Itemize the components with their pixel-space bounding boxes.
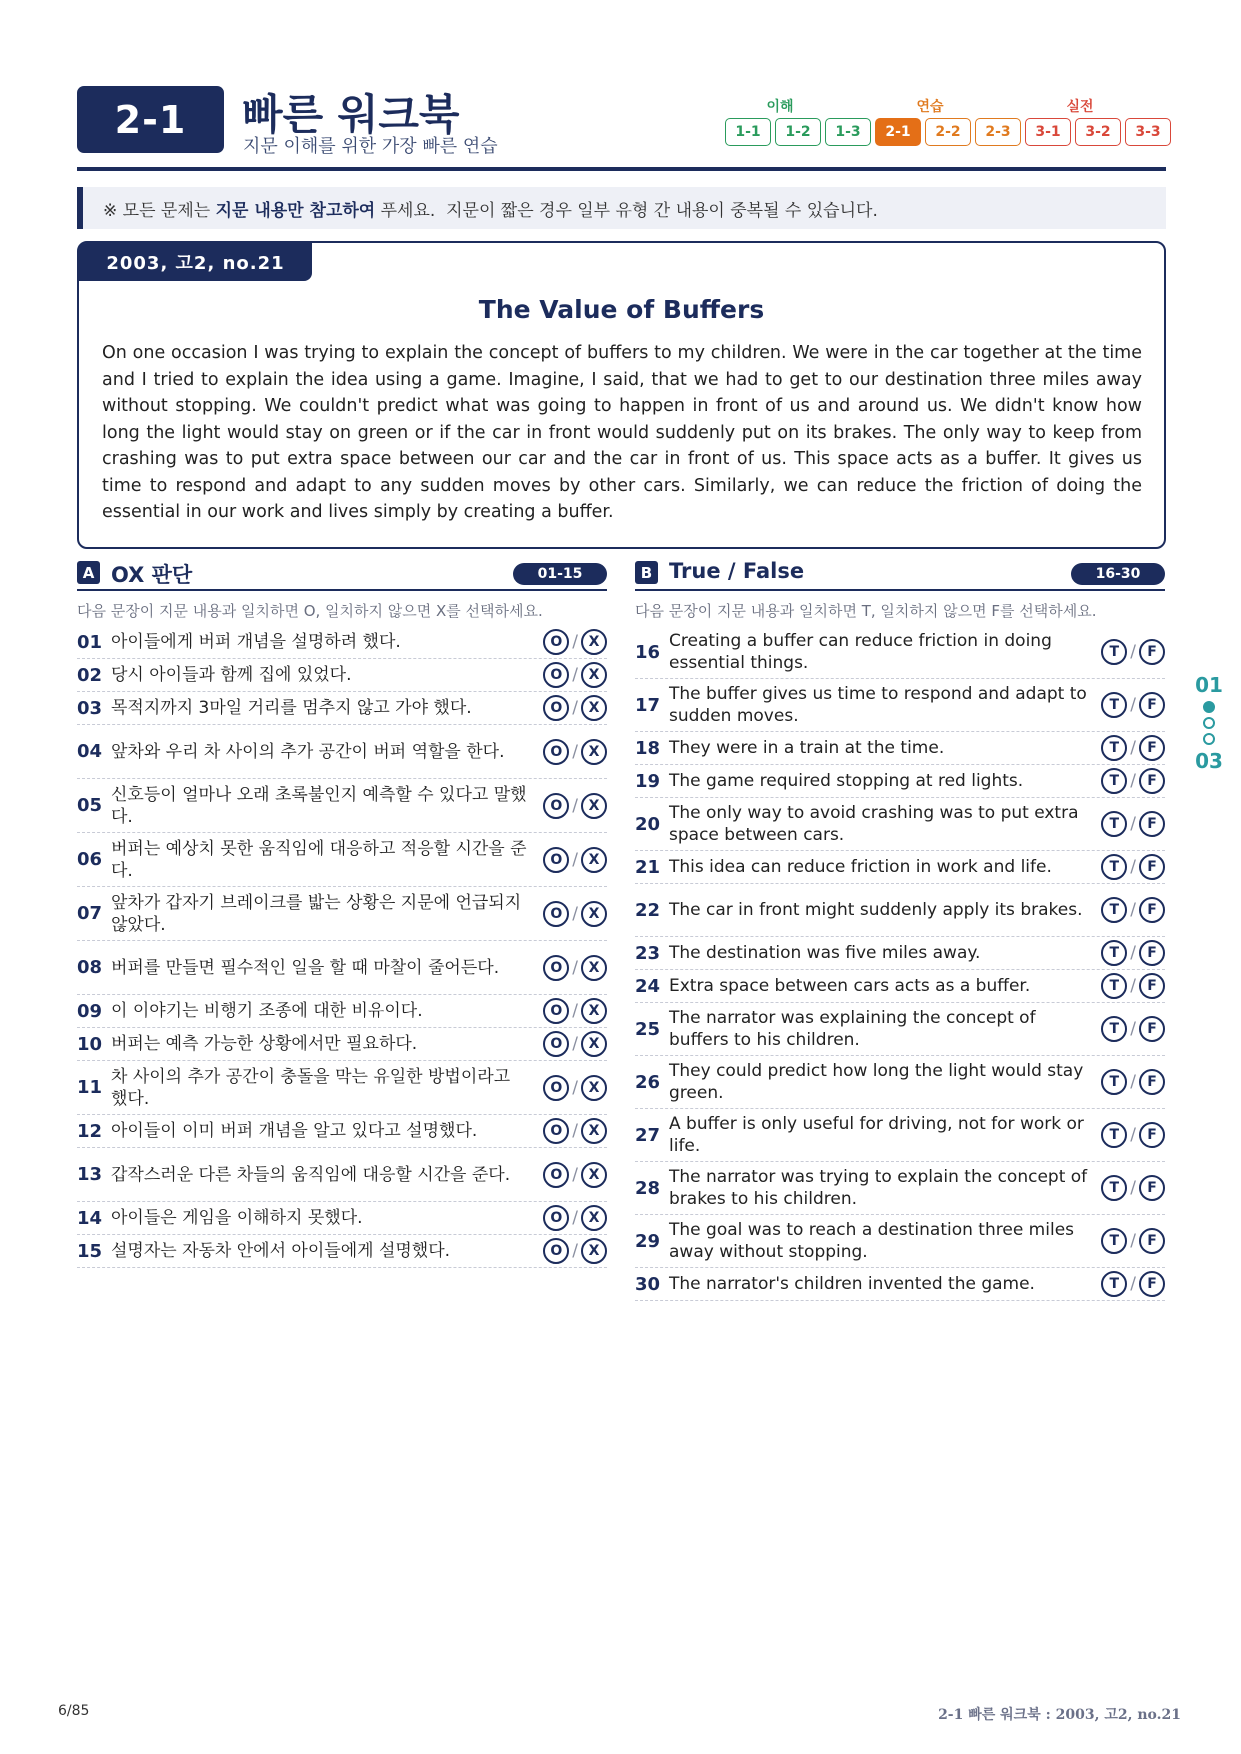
option-t-button[interactable]: T xyxy=(1101,692,1127,718)
level-tab-2-1[interactable]: 2-1 xyxy=(875,118,921,146)
option-separator: / xyxy=(572,1164,578,1185)
option-separator: / xyxy=(572,903,578,924)
passage-source-tag: 2003, 고2, no.21 xyxy=(79,243,312,281)
option-t-button[interactable]: T xyxy=(1101,1271,1127,1297)
option-f-button[interactable]: F xyxy=(1139,639,1165,665)
option-o-button[interactable]: O xyxy=(543,1031,569,1057)
option-separator: / xyxy=(572,1208,578,1228)
option-separator: / xyxy=(1130,1231,1136,1251)
question-row xyxy=(77,692,607,725)
answer-options xyxy=(539,901,607,927)
question-text: 아이들이 이미 버퍼 개념을 알고 있다고 설명했다. xyxy=(111,1121,478,1141)
answer-options xyxy=(1097,1016,1165,1042)
option-o-button[interactable]: O xyxy=(543,1075,569,1101)
level-navigator xyxy=(725,96,1167,148)
option-o-button[interactable]: O xyxy=(543,1118,569,1144)
level-tabs xyxy=(725,118,1171,146)
answer-options xyxy=(539,998,607,1024)
question-row xyxy=(77,1202,607,1235)
section-title: True / False xyxy=(669,559,805,583)
option-separator: / xyxy=(1130,976,1136,996)
question-number: 02 xyxy=(77,664,103,686)
question-row xyxy=(635,937,1165,970)
option-separator: / xyxy=(1130,1019,1136,1039)
option-separator: / xyxy=(572,665,578,685)
option-t-button[interactable]: T xyxy=(1101,973,1127,999)
question-number: 18 xyxy=(635,737,661,759)
section-letter: A xyxy=(77,561,100,584)
question-number: 10 xyxy=(77,1033,103,1055)
answer-options xyxy=(1097,973,1165,999)
passage-title: The Value of Buffers xyxy=(478,295,765,324)
page-dot-icon[interactable] xyxy=(1203,733,1215,745)
question-text: 앞차가 갑자기 브레이크를 밟는 상황은 지문에 언급되지 않았다. xyxy=(111,892,522,935)
section-header xyxy=(77,557,607,591)
option-o-button[interactable]: O xyxy=(543,998,569,1024)
option-separator: / xyxy=(1130,1072,1136,1092)
level-tab-3-2[interactable]: 3-2 xyxy=(1075,118,1121,146)
page-number: 6/85 xyxy=(58,1703,90,1719)
option-o-button[interactable]: O xyxy=(543,662,569,688)
question-text: 차 사이의 추가 공간이 충돌을 막는 유일한 방법이라고 했다. xyxy=(111,1066,511,1109)
page-dot-icon[interactable] xyxy=(1203,717,1215,729)
answer-options xyxy=(539,662,607,688)
question-text: A buffer is only useful for driving, not for work or life. xyxy=(669,1114,1084,1156)
option-separator: / xyxy=(572,698,578,718)
option-x-button[interactable]: X xyxy=(581,1238,607,1264)
option-separator: / xyxy=(1130,1125,1136,1145)
answer-options xyxy=(1097,1069,1165,1095)
section-letter: B xyxy=(635,561,658,584)
question-text: 갑작스러운 다른 차들의 움직임에 대응할 시간을 준다. xyxy=(111,1164,511,1185)
question-text: The buffer gives us time to respond and adapt to sudden moves. xyxy=(669,684,1087,726)
option-separator: / xyxy=(572,849,578,870)
question-text: The game required stopping at red lights. xyxy=(669,771,1024,791)
option-x-button[interactable]: X xyxy=(581,1118,607,1144)
option-f-button[interactable]: F xyxy=(1139,973,1165,999)
option-t-button[interactable]: T xyxy=(1101,639,1127,665)
option-t-button[interactable]: T xyxy=(1101,1228,1127,1254)
answer-options xyxy=(1097,897,1165,923)
option-f-button[interactable]: F xyxy=(1139,1069,1165,1095)
option-o-button[interactable]: O xyxy=(543,1205,569,1231)
answer-options xyxy=(1097,1175,1165,1201)
question-row xyxy=(77,779,607,833)
answer-options xyxy=(539,955,607,981)
answer-options xyxy=(1097,639,1165,665)
option-t-button[interactable]: T xyxy=(1101,854,1127,880)
option-x-button[interactable]: X xyxy=(581,629,607,655)
option-t-button[interactable]: T xyxy=(1101,940,1127,966)
question-text: The goal was to reach a destination three miles away without stopping. xyxy=(669,1220,1075,1262)
question-list xyxy=(77,626,607,1268)
question-row xyxy=(635,626,1165,679)
option-o-button[interactable]: O xyxy=(543,1238,569,1264)
option-x-button[interactable]: X xyxy=(581,1075,607,1101)
question-number: 16 xyxy=(635,641,661,663)
option-x-button[interactable]: X xyxy=(581,998,607,1024)
question-row xyxy=(77,659,607,692)
answer-options xyxy=(539,1031,607,1057)
question-number: 15 xyxy=(77,1240,103,1262)
answer-options xyxy=(1097,768,1165,794)
question-row xyxy=(77,1115,607,1148)
option-f-button[interactable]: F xyxy=(1139,768,1165,794)
question-text: 버퍼는 예상치 못한 움직임에 대응하고 적응할 시간을 준다. xyxy=(111,838,527,881)
option-x-button[interactable]: X xyxy=(581,1031,607,1057)
option-separator: / xyxy=(1130,642,1136,662)
footer-source: 2-1 빠른 워크북 : 2003, 고2, no.21 xyxy=(938,1707,1181,1723)
question-text: The narrator's children invented the game. xyxy=(669,1274,1035,1294)
answer-options xyxy=(1097,1122,1165,1148)
question-number: 21 xyxy=(635,856,661,878)
option-x-button[interactable]: X xyxy=(581,1205,607,1231)
option-x-button[interactable]: X xyxy=(581,793,607,819)
section-b xyxy=(635,557,1165,1301)
question-row xyxy=(77,1061,607,1115)
level-group-label: 연습 xyxy=(916,99,944,115)
question-text: 목적지까지 3마일 거리를 멈추지 않고 가야 했다. xyxy=(111,698,472,718)
option-separator: / xyxy=(1130,943,1136,963)
option-separator: / xyxy=(1130,814,1136,834)
option-t-button[interactable]: T xyxy=(1101,1175,1127,1201)
option-o-button[interactable]: O xyxy=(543,847,569,873)
option-f-button[interactable]: F xyxy=(1139,692,1165,718)
option-o-button[interactable]: O xyxy=(543,901,569,927)
unit-badge: 2-1 xyxy=(77,86,224,153)
section-header xyxy=(635,557,1165,591)
question-number: 24 xyxy=(635,975,661,997)
question-text: 버퍼를 만들면 필수적인 일을 할 때 마찰이 줄어든다. xyxy=(111,957,500,978)
level-tab-1-1[interactable]: 1-1 xyxy=(725,118,771,146)
question-row xyxy=(77,1028,607,1061)
notice-bold: 지문 내용만 참고하여 xyxy=(215,200,376,221)
question-row xyxy=(635,1162,1165,1215)
side-nav-end: 03 xyxy=(1195,749,1223,773)
page-title: 빠른 워크북 xyxy=(242,90,460,139)
question-number: 05 xyxy=(77,795,103,816)
answer-options xyxy=(539,1075,607,1101)
option-t-button[interactable]: T xyxy=(1101,897,1127,923)
option-separator: / xyxy=(1130,857,1136,877)
question-number: 17 xyxy=(635,694,661,716)
header-divider xyxy=(77,167,1166,171)
option-o-button[interactable]: O xyxy=(543,793,569,819)
question-number: 30 xyxy=(635,1273,661,1295)
side-nav-start: 01 xyxy=(1195,673,1223,697)
option-x-button[interactable]: X xyxy=(581,901,607,927)
option-f-button[interactable]: F xyxy=(1139,735,1165,761)
option-separator: / xyxy=(1130,771,1136,791)
question-text: The only way to avoid crashing was to put extra space between cars. xyxy=(669,803,1079,845)
option-separator: / xyxy=(572,1121,578,1141)
question-row xyxy=(77,995,607,1028)
section-instruction: 다음 문장이 지문 내용과 일치하면 T, 일치하지 않으면 F를 선택하세요. xyxy=(635,602,1097,620)
question-row xyxy=(77,626,607,659)
option-separator: / xyxy=(572,1077,578,1098)
question-row xyxy=(635,1003,1165,1056)
option-x-button[interactable]: X xyxy=(581,739,607,765)
option-x-button[interactable]: X xyxy=(581,1162,607,1188)
section-instruction: 다음 문장이 지문 내용과 일치하면 O, 일치하지 않으면 X를 선택하세요. xyxy=(77,602,543,620)
option-t-button[interactable]: T xyxy=(1101,768,1127,794)
notice-banner xyxy=(77,187,1166,229)
option-separator: / xyxy=(572,632,578,652)
question-row xyxy=(635,1268,1165,1301)
option-separator: / xyxy=(572,1034,578,1054)
answer-options xyxy=(539,739,607,765)
section-range-badge: 01-15 xyxy=(513,563,607,585)
question-row xyxy=(635,970,1165,1003)
question-number: 25 xyxy=(635,1018,661,1040)
question-number: 01 xyxy=(77,631,103,653)
question-row xyxy=(77,1235,607,1268)
question-text: Extra space between cars acts as a buffer. xyxy=(669,976,1031,996)
option-f-button[interactable]: F xyxy=(1139,1175,1165,1201)
answer-options xyxy=(1097,735,1165,761)
level-tab-1-3[interactable]: 1-3 xyxy=(825,118,871,146)
question-text: 버퍼는 예측 가능한 상황에서만 필요하다. xyxy=(111,1034,418,1054)
option-x-button[interactable]: X xyxy=(581,955,607,981)
question-text: Creating a buffer can reduce friction in doing essential things. xyxy=(669,631,1052,673)
question-number: 28 xyxy=(635,1177,661,1199)
answer-options xyxy=(539,695,607,721)
answer-options xyxy=(539,629,607,655)
level-tab-1-2[interactable]: 1-2 xyxy=(775,118,821,146)
option-t-button[interactable]: T xyxy=(1101,1016,1127,1042)
section-a xyxy=(77,557,607,1268)
option-separator: / xyxy=(572,795,578,816)
option-f-button[interactable]: F xyxy=(1139,1016,1165,1042)
option-f-button[interactable]: F xyxy=(1139,940,1165,966)
answer-options xyxy=(1097,1271,1165,1297)
question-number: 19 xyxy=(635,770,661,792)
question-number: 04 xyxy=(77,741,103,762)
option-separator: / xyxy=(572,1001,578,1021)
option-x-button[interactable]: X xyxy=(581,695,607,721)
option-separator: / xyxy=(1130,738,1136,758)
answer-options xyxy=(1097,811,1165,837)
option-t-button[interactable]: T xyxy=(1101,1069,1127,1095)
level-tab-3-1[interactable]: 3-1 xyxy=(1025,118,1071,146)
question-text: This idea can reduce friction in work and life. xyxy=(669,857,1052,877)
question-number: 27 xyxy=(635,1124,661,1146)
question-number: 29 xyxy=(635,1230,661,1252)
notice-suffix: 푸세요. 지문이 짧은 경우 일부 유형 간 내용이 중복될 수 있습니다. xyxy=(375,200,878,221)
question-number: 08 xyxy=(77,957,103,978)
answer-options xyxy=(1097,854,1165,880)
question-text: 신호등이 얼마나 오래 초록불인지 예측할 수 있다고 말했다. xyxy=(111,784,527,827)
question-row xyxy=(635,798,1165,851)
option-o-button[interactable]: O xyxy=(543,629,569,655)
question-row xyxy=(635,1109,1165,1162)
level-group-label: 이해 xyxy=(766,99,794,115)
question-text: They were in a train at the time. xyxy=(669,738,945,758)
option-separator: / xyxy=(572,741,578,762)
option-o-button[interactable]: O xyxy=(543,955,569,981)
option-f-button[interactable]: F xyxy=(1139,1122,1165,1148)
question-row xyxy=(635,679,1165,732)
question-row xyxy=(635,765,1165,798)
question-text: The narrator was explaining the concept of buffers to his children. xyxy=(669,1008,1036,1050)
option-t-button[interactable]: T xyxy=(1101,735,1127,761)
level-tab-2-3[interactable]: 2-3 xyxy=(975,118,1021,146)
answer-options xyxy=(539,1118,607,1144)
answer-options xyxy=(539,1162,607,1188)
question-row xyxy=(635,732,1165,765)
answer-options xyxy=(539,847,607,873)
page-subtitle: 지문 이해를 위한 가장 빠른 연습 xyxy=(243,136,498,157)
option-f-button[interactable]: F xyxy=(1139,1228,1165,1254)
option-f-button[interactable]: F xyxy=(1139,897,1165,923)
notice-prefix: ※ 모든 문제는 xyxy=(103,200,216,221)
question-text: 아이들은 게임을 이해하지 못했다. xyxy=(111,1208,363,1228)
option-o-button[interactable]: O xyxy=(543,739,569,765)
side-page-nav xyxy=(1191,673,1227,803)
option-separator: / xyxy=(1130,1178,1136,1198)
section-title: OX 판단 xyxy=(111,563,193,587)
question-number: 14 xyxy=(77,1207,103,1229)
level-tab-2-2[interactable]: 2-2 xyxy=(925,118,971,146)
question-number: 20 xyxy=(635,813,661,835)
passage-box xyxy=(77,241,1166,549)
answer-options xyxy=(539,1238,607,1264)
question-text: 이 이야기는 비행기 조종에 대한 비유이다. xyxy=(111,1001,423,1021)
question-text: They could predict how long the light would stay green. xyxy=(669,1061,1084,1103)
question-row xyxy=(77,887,607,941)
question-text: 당시 아이들과 함께 집에 있었다. xyxy=(111,665,352,685)
option-separator: / xyxy=(572,957,578,978)
level-tab-3-3[interactable]: 3-3 xyxy=(1125,118,1171,146)
section-range-badge: 16-30 xyxy=(1071,563,1165,585)
answer-options xyxy=(1097,940,1165,966)
question-number: 11 xyxy=(77,1077,103,1098)
question-number: 26 xyxy=(635,1071,661,1093)
answer-options xyxy=(1097,692,1165,718)
option-t-button[interactable]: T xyxy=(1101,1122,1127,1148)
option-f-button[interactable]: F xyxy=(1139,811,1165,837)
option-separator: / xyxy=(1130,1274,1136,1294)
question-list xyxy=(635,626,1165,1301)
question-text: 아이들에게 버퍼 개념을 설명하려 했다. xyxy=(111,632,401,652)
question-number: 09 xyxy=(77,1000,103,1022)
question-text: The narrator was trying to explain the concept of brakes to his children. xyxy=(669,1167,1088,1209)
answer-options xyxy=(1097,1228,1165,1254)
question-row xyxy=(635,851,1165,884)
question-number: 23 xyxy=(635,942,661,964)
question-row xyxy=(77,1148,607,1202)
question-text: 설명자는 자동차 안에서 아이들에게 설명했다. xyxy=(111,1241,451,1261)
question-row xyxy=(635,1056,1165,1109)
option-x-button[interactable]: X xyxy=(581,847,607,873)
option-f-button[interactable]: F xyxy=(1139,1271,1165,1297)
question-text: The car in front might suddenly apply its brakes. xyxy=(669,900,1083,920)
answer-options xyxy=(539,1205,607,1231)
question-number: 06 xyxy=(77,849,103,870)
question-row xyxy=(77,725,607,779)
option-t-button[interactable]: T xyxy=(1101,811,1127,837)
answer-options xyxy=(539,793,607,819)
question-text: The destination was five miles away. xyxy=(669,943,981,963)
option-separator: / xyxy=(1130,695,1136,715)
question-row xyxy=(77,941,607,995)
option-o-button[interactable]: O xyxy=(543,695,569,721)
level-group-label: 실전 xyxy=(1066,99,1094,115)
page-dot-icon[interactable] xyxy=(1203,701,1215,713)
option-x-button[interactable]: X xyxy=(581,662,607,688)
option-separator: / xyxy=(572,1241,578,1261)
option-f-button[interactable]: F xyxy=(1139,854,1165,880)
question-number: 07 xyxy=(77,903,103,924)
question-number: 22 xyxy=(635,899,661,921)
question-number: 03 xyxy=(77,697,103,719)
option-o-button[interactable]: O xyxy=(543,1162,569,1188)
question-number: 12 xyxy=(77,1120,103,1142)
question-row xyxy=(77,833,607,887)
option-separator: / xyxy=(1130,900,1136,920)
question-row xyxy=(635,1215,1165,1268)
question-row xyxy=(635,884,1165,937)
question-text: 앞차와 우리 차 사이의 추가 공간이 버퍼 역할을 한다. xyxy=(111,741,505,762)
passage-body: On one occasion I was trying to explain the concept of buffers to my children. We were in the car together at the time and I tried to explain the idea using a game. Imagine, I said, that we had to get to our destination three miles away without stopping. We couldn't predict what was going to happen in front of us and around us. We didn't know how long the light would stay on green or if the car in front would suddenly put on its brakes. The only way to keep from crashing was to put extra space between our car and the car in front of us. This space acts as a buffer. It gives us time to respond and adapt to any sudden moves by other cars. Similarly, we can reduce the friction of doing the essential in our work and lives simply by creating a buffer. xyxy=(102,343,1142,522)
question-number: 13 xyxy=(77,1164,103,1185)
